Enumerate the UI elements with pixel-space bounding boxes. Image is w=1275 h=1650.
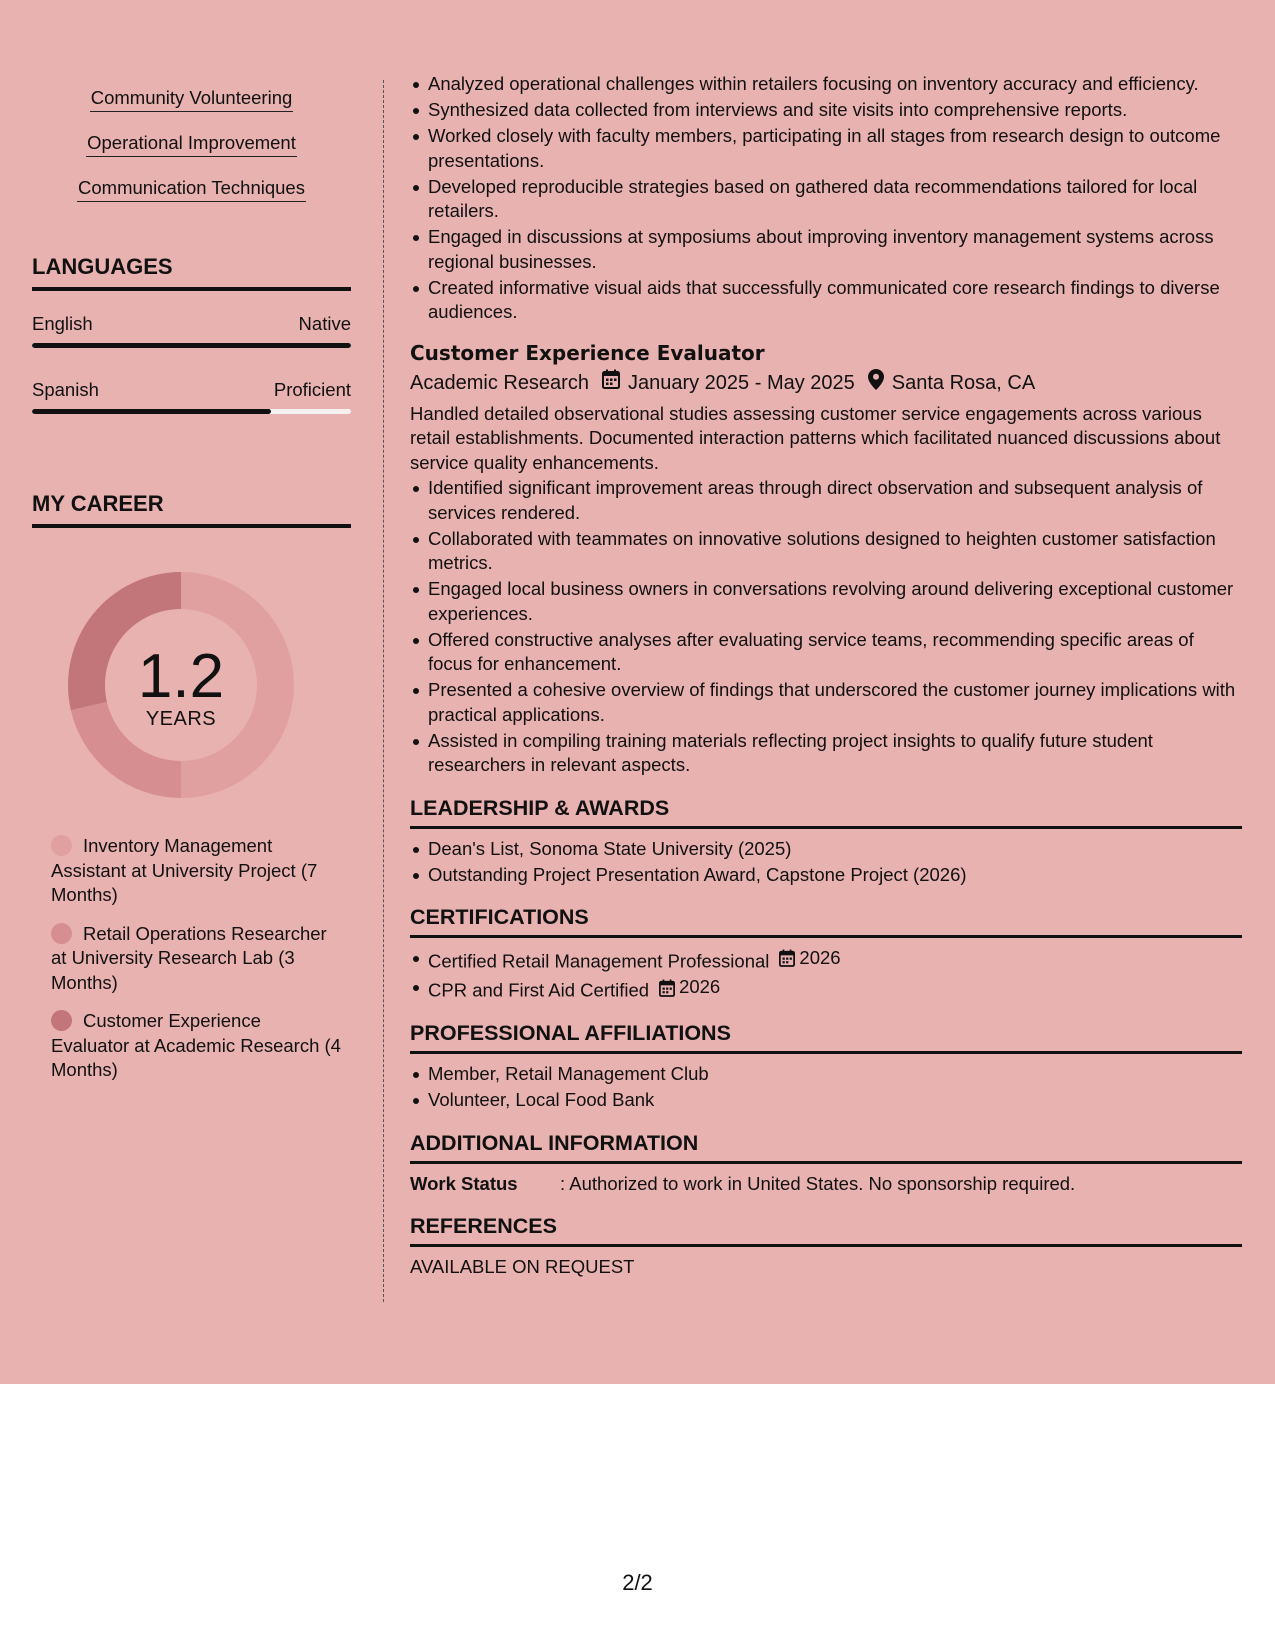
award-item: Outstanding Project Presentation Award, Capstone Project (2026) xyxy=(410,863,1242,888)
job-description: Handled detailed observational studies assessing customer service engagements across various retail establishments. Documented interaction patterns which facilitated nuanced discussions about service quality enhancements. xyxy=(410,402,1221,473)
references-text: AVAILABLE ON REQUEST xyxy=(410,1256,635,1277)
language-bar-fill xyxy=(32,409,271,414)
column-divider xyxy=(383,80,384,1302)
legend-item xyxy=(51,922,341,996)
skills-list xyxy=(32,70,351,205)
previous-job-bullets xyxy=(410,72,1242,325)
job-title: Customer Experience Evaluator xyxy=(410,340,765,365)
legend-item xyxy=(51,834,341,908)
language-bar xyxy=(32,343,351,348)
calendar-icon xyxy=(779,949,795,967)
skill-item: Operational Improvement xyxy=(86,131,297,157)
certification-year: 2026 xyxy=(799,947,841,968)
affiliation-item: Member, Retail Management Club xyxy=(410,1062,1242,1087)
references-heading: REFERENCES xyxy=(410,1213,1242,1247)
certifications-list xyxy=(410,946,1242,1003)
bullet-item: Engaged in discussions at symposiums about improving inventory management systems across regional businesses. xyxy=(410,225,1242,274)
language-level: Native xyxy=(298,313,351,334)
affiliations-heading: PROFESSIONAL AFFILIATIONS xyxy=(410,1020,1242,1054)
leadership-heading: LEADERSHIP & AWARDS xyxy=(410,795,1242,829)
job-company: Academic Research xyxy=(410,371,589,394)
certification-year: 2026 xyxy=(679,976,721,998)
certification-name: CPR and First Aid Certified xyxy=(428,979,650,1001)
career-total-value: 1.2 xyxy=(137,642,225,711)
job-dates: January 2025 - May 2025 xyxy=(627,371,855,394)
legend-dot xyxy=(51,1010,72,1031)
bullet-item: Assisted in compiling training materials reflecting project insights to qualify future student researchers in relevant aspects. xyxy=(410,729,1242,778)
main-content xyxy=(410,72,1242,1280)
sidebar xyxy=(32,70,351,1097)
certification-name: Certified Retail Management Professional xyxy=(428,950,770,972)
legend-label: Retail Operations Researcher at University Research Lab (3 Months) xyxy=(51,922,327,993)
skill-item: Community Volunteering xyxy=(90,86,294,112)
legend-label: Inventory Management Assistant at University Project (7 Months) xyxy=(51,835,318,905)
bullet-item: Analyzed operational challenges within retailers focusing on inventory accuracy and efficiency. xyxy=(410,72,1242,97)
bullet-item: Developed reproducible strategies based on gathered data recommendations tailored for local retailers. xyxy=(410,175,1242,224)
work-status-value: : Authorized to work in United States. No sponsorship required. xyxy=(560,1172,1076,1194)
work-status-label: Work Status xyxy=(410,1172,518,1194)
legend-dot xyxy=(51,835,72,856)
award-item: Dean's List, Sonoma State University (2025) xyxy=(410,837,1242,862)
certifications-heading: CERTIFICATIONS xyxy=(410,904,1242,938)
job-location: Santa Rosa, CA xyxy=(891,371,1036,394)
additional-info-heading: ADDITIONAL INFORMATION xyxy=(410,1130,1242,1164)
legend-dot xyxy=(51,923,72,944)
bullet-item: Collaborated with teammates on innovative solutions designed to heighten customer satisfaction metrics. xyxy=(410,527,1242,576)
language-name: Spanish xyxy=(32,379,99,400)
skill-item: Communication Techniques xyxy=(77,176,306,202)
bullet-item: Presented a cohesive overview of findings that underscored the customer journey implications with practical applications. xyxy=(410,678,1242,727)
certification-item xyxy=(410,946,1242,974)
work-status-row xyxy=(410,1172,1242,1197)
bullet-item: Engaged local business owners in conversations revolving around delivering exceptional customer experiences. xyxy=(410,577,1242,626)
career-total-unit: YEARS xyxy=(145,708,217,730)
bullet-item: Identified significant improvement areas through direct observation and subsequent analysis of services rendered. xyxy=(410,476,1242,525)
legend-label: Customer Experience Evaluator at Academic Research (4 Months) xyxy=(51,1010,341,1080)
affiliation-item: Volunteer, Local Food Bank xyxy=(410,1088,1242,1113)
language-bar xyxy=(32,409,351,414)
bullet-item: Offered constructive analyses after evaluating service teams, recommending specific areas of focus for enhancement. xyxy=(410,628,1242,677)
language-spanish xyxy=(32,379,351,414)
career-heading: MY CAREER xyxy=(32,490,351,528)
career-donut-chart xyxy=(66,570,296,800)
language-english xyxy=(32,313,351,348)
language-level: Proficient xyxy=(273,379,351,400)
bullet-item: Created informative visual aids that successfully communicated core research findings to diverse audiences. xyxy=(410,276,1242,325)
page-number: 2/2 xyxy=(622,1570,653,1595)
language-bar-fill xyxy=(32,343,351,348)
job-bullets xyxy=(410,476,1242,778)
language-name: English xyxy=(32,313,93,334)
legend-item xyxy=(51,1009,341,1083)
languages-heading: LANGUAGES xyxy=(32,253,351,291)
leadership-list xyxy=(410,837,1242,888)
career-legend xyxy=(51,834,341,1083)
certification-item xyxy=(410,975,1242,1003)
location-pin-icon xyxy=(868,369,884,397)
calendar-icon xyxy=(602,369,620,396)
calendar-icon xyxy=(659,979,675,997)
job-meta xyxy=(410,369,1242,397)
bullet-item: Worked closely with faculty members, participating in all stages from research design to outcome presentations. xyxy=(410,124,1242,173)
affiliations-list xyxy=(410,1062,1242,1113)
bullet-item: Synthesized data collected from interviews and site visits into comprehensive reports. xyxy=(410,98,1242,123)
